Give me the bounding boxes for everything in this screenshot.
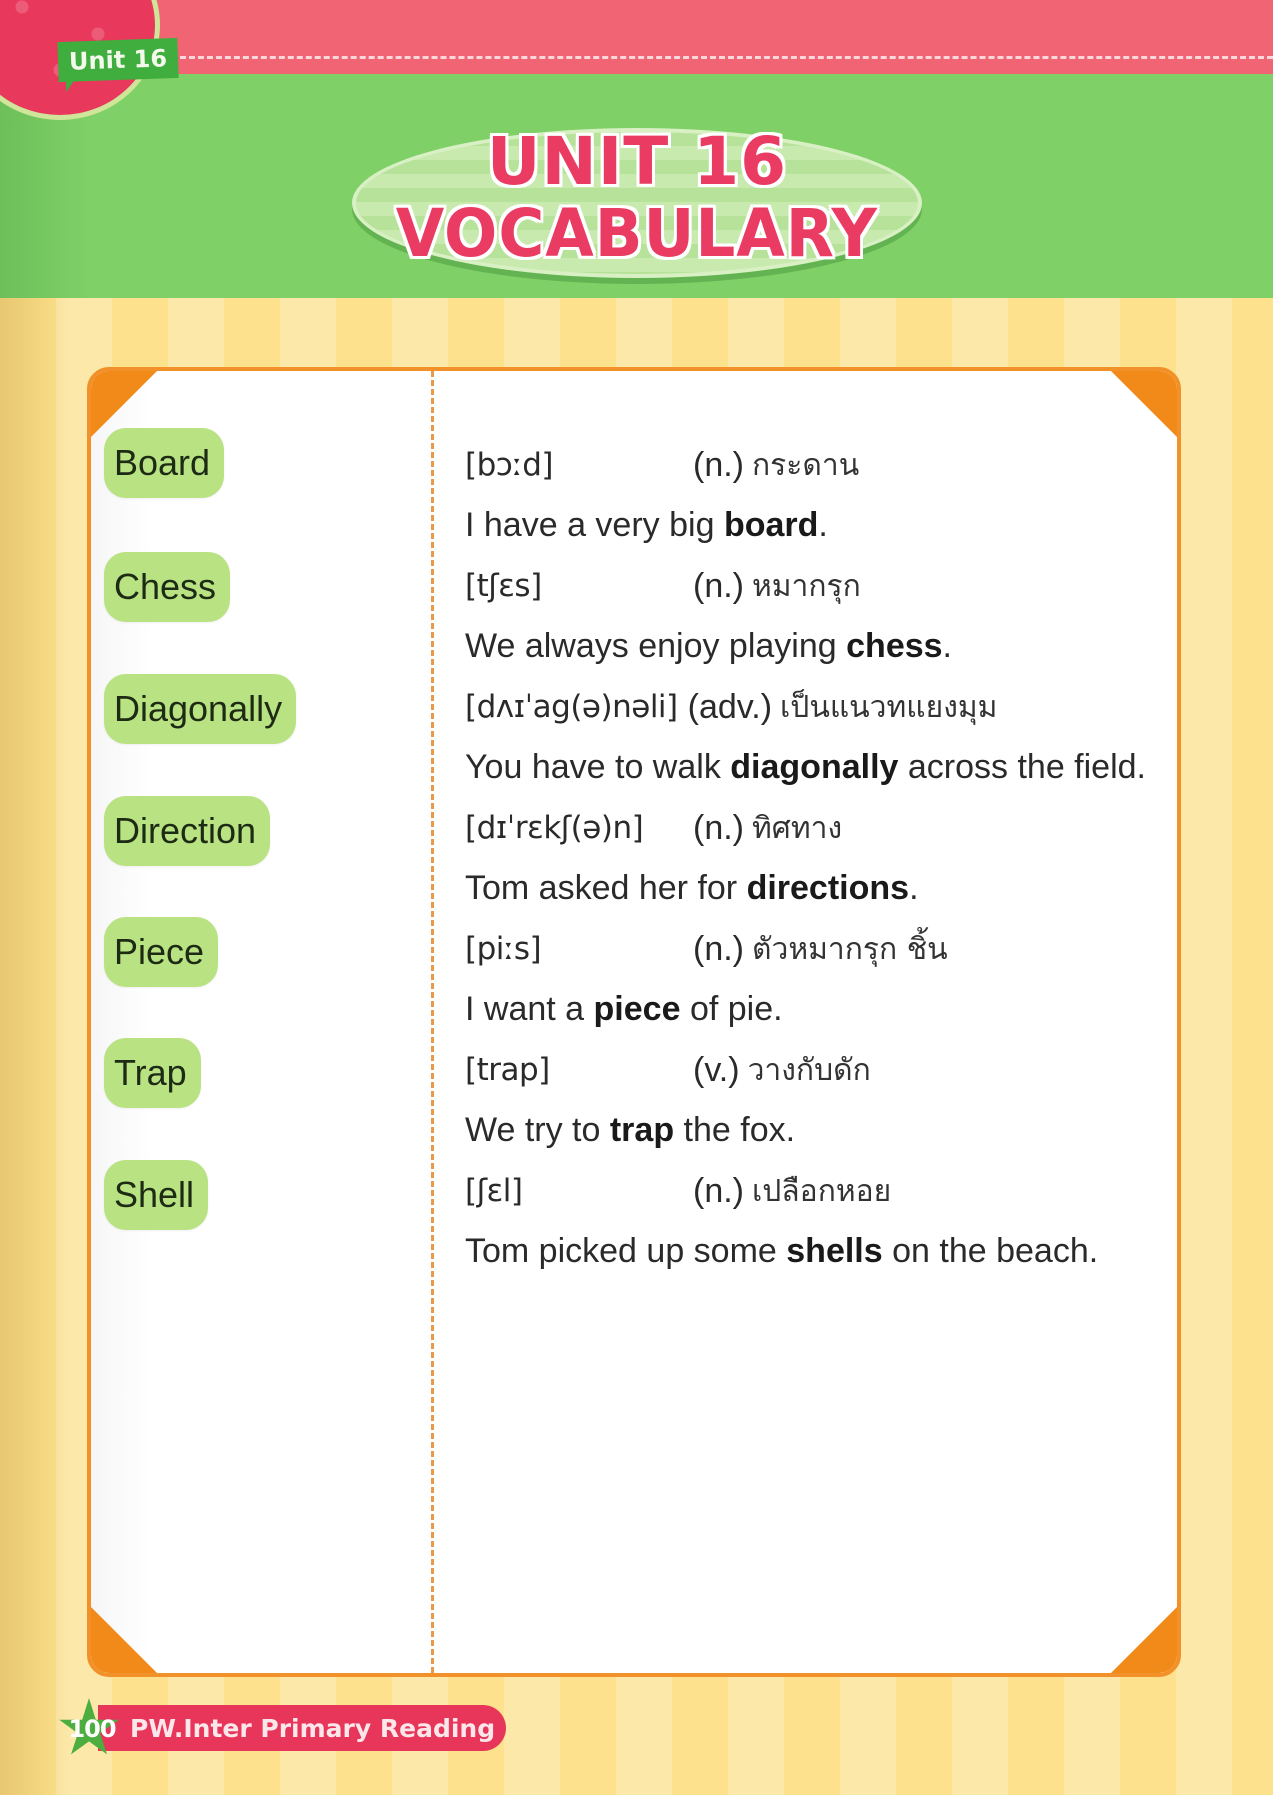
example-text: the fox. <box>683 1110 796 1149</box>
example-text: Tom picked up some <box>465 1231 777 1270</box>
page-title <box>352 108 922 288</box>
example-text: across the field. <box>907 747 1146 786</box>
pronunciation: [dɪˈrɛkʃ(ə)n] <box>465 810 644 846</box>
example-text: . <box>818 505 828 544</box>
part-of-speech: (adv.) <box>687 687 773 726</box>
example-text: Tom asked her for <box>465 868 738 907</box>
thai-translation: กระดาน <box>752 447 860 483</box>
title-line-vocabulary: VOCABULARY <box>395 195 879 272</box>
example-sentence <box>465 1108 795 1152</box>
part-of-speech: (n.) <box>693 445 744 484</box>
part-of-speech: (v.) <box>693 1050 740 1089</box>
corner-triangle-top-right <box>1111 371 1177 437</box>
thai-translation: เป็นแนวทแยงมุม <box>780 689 998 725</box>
word-pill-direction: Direction <box>104 796 270 866</box>
definition-line <box>465 1169 891 1213</box>
thai-translation: วางกับดัก <box>747 1052 871 1088</box>
example-keyword: shells <box>786 1231 883 1270</box>
example-text: We always enjoy playing <box>465 626 837 665</box>
example-text: I want a <box>465 989 585 1028</box>
definition-line <box>465 685 997 729</box>
example-text: You have to walk <box>465 747 721 786</box>
definition-line <box>465 443 859 487</box>
example-sentence <box>465 745 1146 789</box>
pronunciation: [ʃɛl] <box>465 1173 523 1209</box>
page-bottom-edge <box>0 1795 1273 1800</box>
definition-line <box>465 564 861 608</box>
header-stitch-line <box>180 56 1273 59</box>
word-pill-diagonally: Diagonally <box>104 674 296 744</box>
example-text: . <box>909 868 919 907</box>
example-keyword: board <box>723 505 819 544</box>
pronunciation: [tʃɛs] <box>465 568 542 604</box>
pronunciation: [bɔːd] <box>465 447 554 483</box>
example-sentence <box>465 1229 1098 1273</box>
part-of-speech: (n.) <box>693 566 744 605</box>
definition-line <box>465 806 842 850</box>
column-divider <box>431 371 434 1673</box>
example-text: I have a very big <box>465 505 715 544</box>
definition-line <box>465 927 948 971</box>
pronunciation: [dʌɪˈag(ə)nəli] <box>465 689 678 725</box>
example-sentence <box>465 503 828 547</box>
footer-book-title: PW.Inter Primary Reading <box>98 1705 506 1751</box>
example-sentence <box>465 866 919 910</box>
thai-translation: ตัวหมากรุก ชิ้น <box>752 931 948 967</box>
thai-translation: ทิศทาง <box>752 810 843 846</box>
example-keyword: chess <box>846 626 943 665</box>
word-pill-chess: Chess <box>104 552 230 622</box>
example-sentence <box>465 624 952 668</box>
word-pill-piece: Piece <box>104 917 218 987</box>
word-pill-shell: Shell <box>104 1160 208 1230</box>
unit-tag-tail <box>66 78 76 92</box>
example-sentence <box>465 987 783 1031</box>
part-of-speech: (n.) <box>693 929 744 968</box>
unit-tag: Unit 16 <box>57 38 178 82</box>
example-text: We try to <box>465 1110 601 1149</box>
corner-triangle-bottom-right <box>1111 1607 1177 1673</box>
part-of-speech: (n.) <box>693 808 744 847</box>
example-text: of pie. <box>689 989 783 1028</box>
example-keyword: directions <box>746 868 910 907</box>
pronunciation: [trap] <box>465 1052 550 1088</box>
example-keyword: trap <box>609 1110 675 1149</box>
thai-translation: เปลือกหอย <box>752 1173 892 1209</box>
part-of-speech: (n.) <box>693 1171 744 1210</box>
vocabulary-card <box>87 367 1181 1677</box>
definition-line <box>465 1048 871 1092</box>
example-keyword: piece <box>593 989 681 1028</box>
example-text: on the beach. <box>892 1231 1099 1270</box>
thai-translation: หมากรุก <box>752 568 861 604</box>
header-pink-band <box>0 0 1273 74</box>
word-pill-board: Board <box>104 428 224 498</box>
example-text: . <box>942 626 952 665</box>
corner-triangle-bottom-left <box>91 1607 157 1673</box>
word-pill-trap: Trap <box>104 1038 201 1108</box>
pronunciation: [piːs] <box>465 931 542 967</box>
page-number: 100 <box>68 1715 116 1743</box>
title-line-unit: UNIT 16 <box>486 123 788 200</box>
example-keyword: diagonally <box>730 747 899 786</box>
